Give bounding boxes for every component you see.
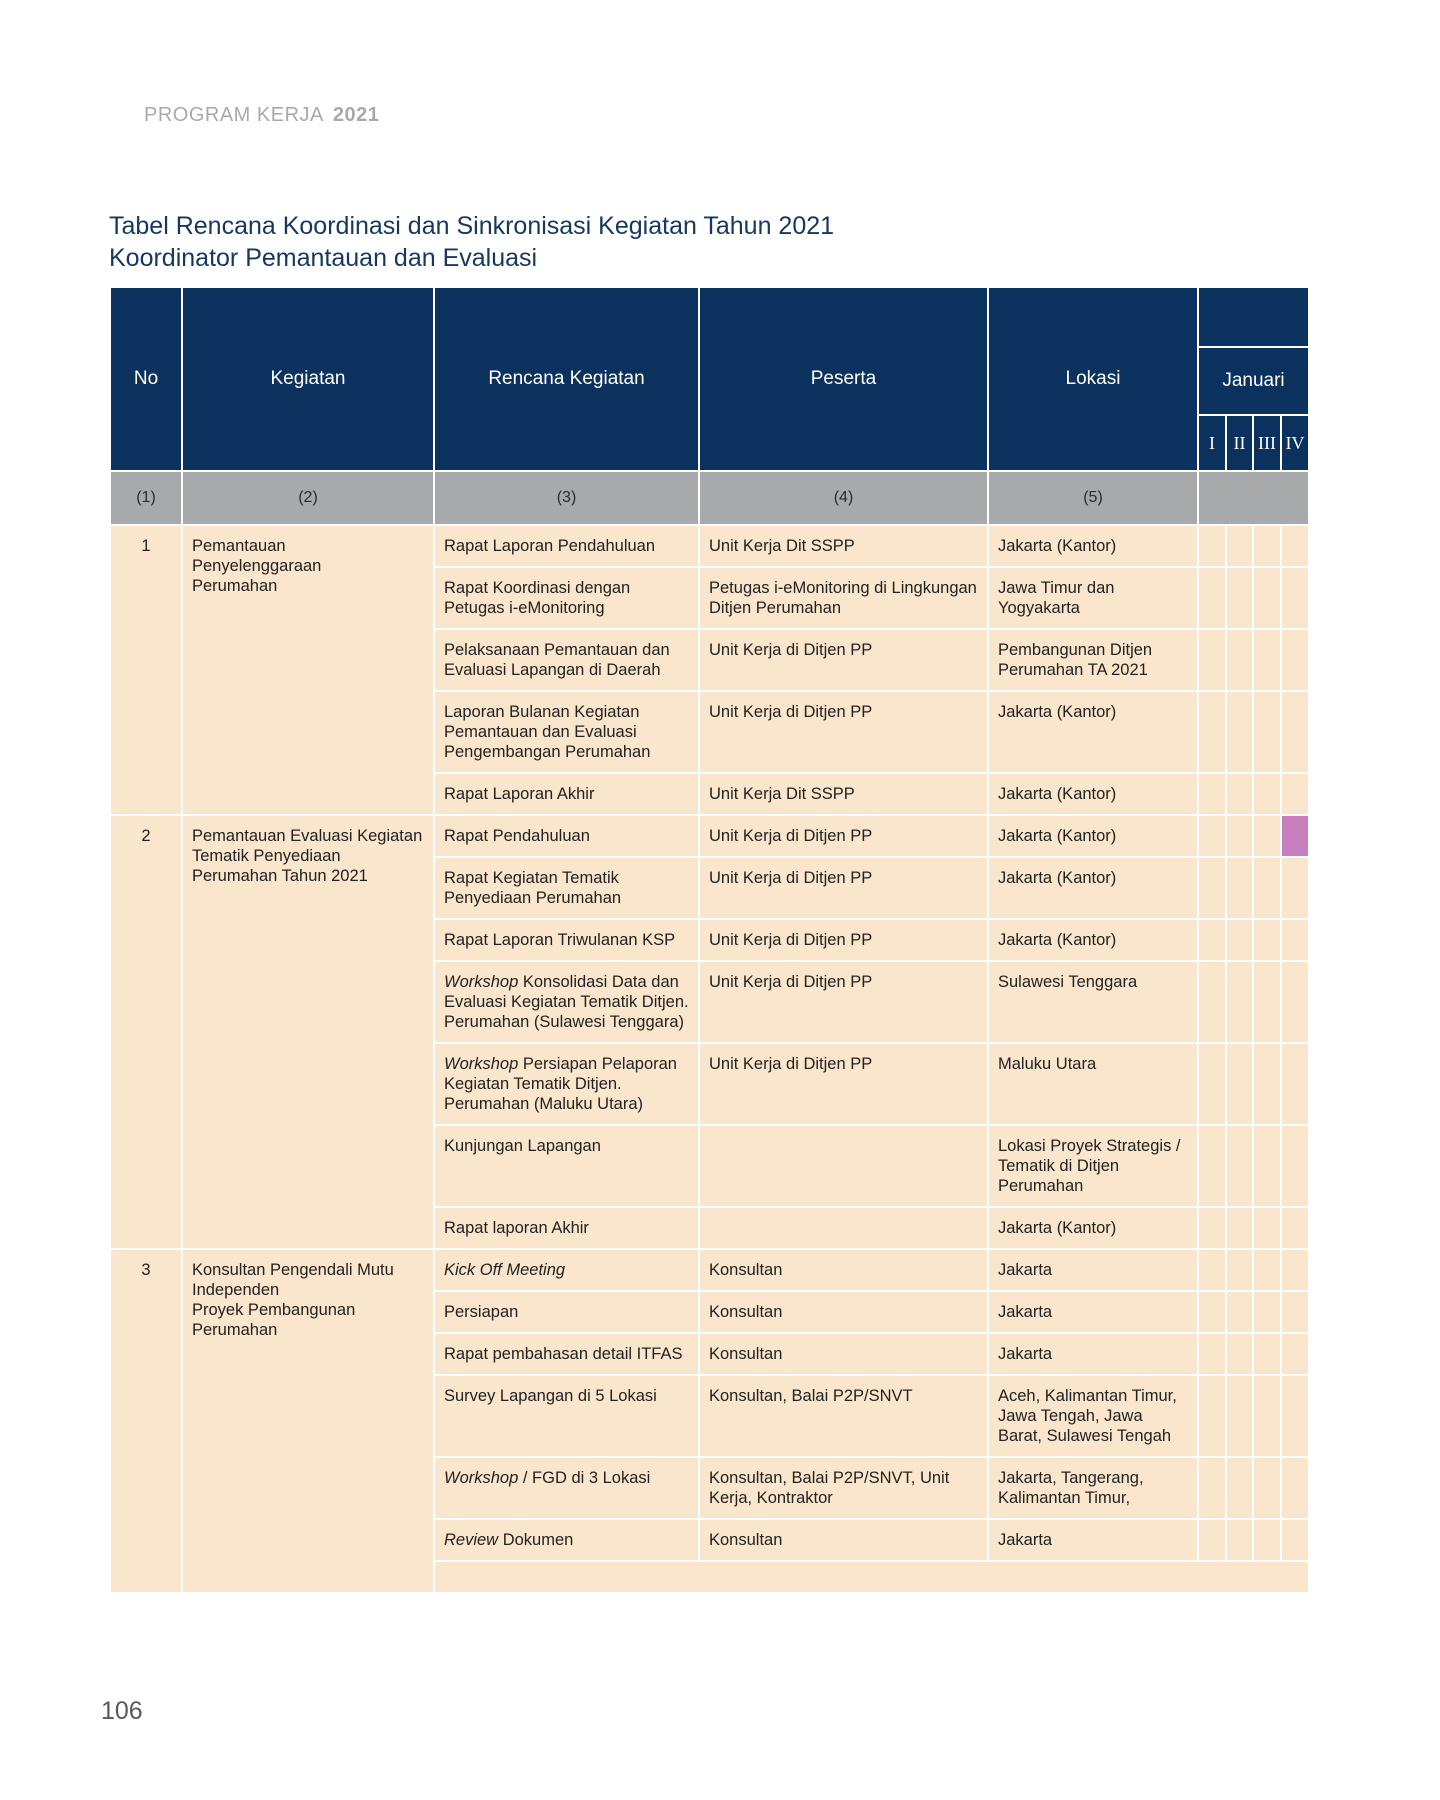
cell-lokasi: Jakarta (Kantor) <box>988 919 1198 961</box>
cell-peserta: Unit Kerja di Ditjen PP <box>699 629 988 691</box>
rencana-text: Rapat Laporan Pendahuluan <box>444 537 656 555</box>
table-title-line-2: Koordinator Pemantauan dan Evaluasi <box>109 244 538 272</box>
rencana-text: Rapat laporan Akhir <box>444 1219 589 1237</box>
cell-peserta: Konsultan, Balai P2P/SNVT <box>699 1375 988 1457</box>
cell-lokasi: Jakarta <box>988 1519 1198 1561</box>
cell-peserta: Unit Kerja di Ditjen PP <box>699 961 988 1043</box>
cell-rencana-kegiatan <box>434 567 699 629</box>
week-cell <box>1281 567 1309 629</box>
rencana-text: Rapat Pendahuluan <box>444 827 590 845</box>
week-cell <box>1281 525 1309 567</box>
cell-lokasi: Aceh, Kalimantan Timur, Jawa Tengah, Jawa Barat, Sulawesi Tengah <box>988 1375 1198 1457</box>
week-cell <box>1253 919 1281 961</box>
week-cell <box>1198 1333 1226 1375</box>
rencana-italic-text: Kick Off Meeting <box>444 1261 566 1279</box>
rencana-text: Kunjungan Lapangan <box>444 1137 601 1155</box>
cell-rencana-kegiatan <box>434 1207 699 1249</box>
week-cell <box>1253 1333 1281 1375</box>
header-no: No <box>110 287 182 471</box>
cell-peserta <box>699 1125 988 1207</box>
rencana-text: Rapat pembahasan detail ITFAS <box>444 1345 683 1363</box>
week-cell <box>1281 1333 1309 1375</box>
week-cell <box>1281 1519 1309 1561</box>
rencana-text: Pelaksanaan Pemantauan dan Evaluasi Lapangan di Daerah <box>444 641 670 679</box>
table-row <box>110 815 1309 857</box>
rencana-text: Rapat Kegiatan Tematik Penyediaan Perumahan <box>444 869 622 907</box>
week-cell <box>1281 691 1309 773</box>
cell-lokasi: Sulawesi Tenggara <box>988 961 1198 1043</box>
week-cell <box>1253 815 1281 857</box>
week-cell <box>1281 773 1309 815</box>
cell-lokasi: Lokasi Proyek Strategis / Tematik di Ditjen Perumahan <box>988 1125 1198 1207</box>
cell-rencana-kegiatan <box>434 525 699 567</box>
week-cell <box>1253 567 1281 629</box>
cell-lokasi: Jawa Timur dan Yogyakarta <box>988 567 1198 629</box>
header-kegiatan: Kegiatan <box>182 287 434 471</box>
cell-lokasi: Jakarta <box>988 1333 1198 1375</box>
cell-no: 2 <box>110 815 182 1249</box>
week-cell <box>1253 773 1281 815</box>
cell-rencana-kegiatan <box>434 1375 699 1457</box>
week-cell <box>1226 1457 1253 1519</box>
week-cell-highlighted <box>1281 815 1309 857</box>
week-cell <box>1198 857 1226 919</box>
cell-peserta: Konsultan <box>699 1333 988 1375</box>
week-cell <box>1198 1519 1226 1561</box>
table-title-line-1: Tabel Rencana Koordinasi dan Sinkronisasi Kegiatan Tahun 2021 <box>109 212 835 240</box>
week-cell <box>1198 567 1226 629</box>
cell-rencana-kegiatan <box>434 1043 699 1125</box>
week-cell <box>1226 1333 1253 1375</box>
week-cell <box>1198 961 1226 1043</box>
rencana-italic-text: Workshop <box>444 1055 519 1073</box>
page-number: 106 <box>101 1697 143 1725</box>
week-cell <box>1253 1519 1281 1561</box>
cell-lokasi: Jakarta (Kantor) <box>988 525 1198 567</box>
cell-kegiatan: Konsultan Pengendali Mutu Independen Proyek Pembangunan Perumahan <box>182 1249 434 1593</box>
header-lokasi: Lokasi <box>988 287 1198 471</box>
week-cell <box>1226 961 1253 1043</box>
rencana-text: Konsolidasi Data dan Evaluasi Kegiatan Tematik Ditjen. Perumahan (Sulawesi Tenggara) <box>444 973 689 1031</box>
cell-lokasi: Pembangunan Ditjen Perumahan TA 2021 <box>988 629 1198 691</box>
table-body <box>110 525 1309 1593</box>
column-number: (4) <box>699 471 988 525</box>
cell-rencana-kegiatan <box>434 815 699 857</box>
week-cell <box>1281 1125 1309 1207</box>
schedule-table <box>109 286 1310 1594</box>
week-cell <box>1198 1457 1226 1519</box>
cell-peserta: Unit Kerja di Ditjen PP <box>699 815 988 857</box>
column-number: (1) <box>110 471 182 525</box>
rencana-italic-text: Workshop <box>444 1469 519 1487</box>
week-cell <box>1281 1291 1309 1333</box>
schedule-table-container <box>109 286 1308 1594</box>
cell-peserta: Unit Kerja di Ditjen PP <box>699 857 988 919</box>
week-cell <box>1226 567 1253 629</box>
header-week: III <box>1253 415 1281 471</box>
week-cell <box>1198 629 1226 691</box>
cell-rencana-kegiatan <box>434 1333 699 1375</box>
header-week: I <box>1198 415 1226 471</box>
running-head-label: PROGRAM KERJA <box>144 104 323 126</box>
cell-kegiatan: Pemantauan Evaluasi Kegiatan Tematik Penyediaan Perumahan Tahun 2021 <box>182 815 434 1249</box>
week-cell <box>1253 857 1281 919</box>
week-cell <box>1198 1207 1226 1249</box>
header-peserta: Peserta <box>699 287 988 471</box>
cell-rencana-kegiatan <box>434 1457 699 1519</box>
cell-peserta: Unit Kerja di Ditjen PP <box>699 919 988 961</box>
week-cell <box>1226 1207 1253 1249</box>
cell-peserta: Petugas i-eMonitoring di Lingkungan Ditjen Perumahan <box>699 567 988 629</box>
cell-peserta: Konsultan <box>699 1249 988 1291</box>
cell-no: 3 <box>110 1249 182 1593</box>
cell-lokasi: Jakarta (Kantor) <box>988 857 1198 919</box>
rencana-text: Rapat Laporan Akhir <box>444 785 595 803</box>
table-row <box>110 1249 1309 1291</box>
week-cell <box>1226 1375 1253 1457</box>
rencana-text: Persiapan Pelaporan Kegiatan Tematik Ditjen. Perumahan (Maluku Utara) <box>444 1055 677 1113</box>
week-cell <box>1226 1043 1253 1125</box>
week-cell <box>1253 961 1281 1043</box>
week-cell <box>1253 1043 1281 1125</box>
cell-rencana-kegiatan <box>434 629 699 691</box>
column-number: (5) <box>988 471 1198 525</box>
week-cell <box>1198 525 1226 567</box>
cell-rencana-kegiatan <box>434 1291 699 1333</box>
week-cell <box>1198 1043 1226 1125</box>
week-cell <box>1226 691 1253 773</box>
header-week: II <box>1226 415 1253 471</box>
cell-kegiatan: Pemantauan Penyelenggaraan Perumahan <box>182 525 434 815</box>
week-cell <box>1226 857 1253 919</box>
week-cell <box>1253 1249 1281 1291</box>
week-cell <box>1253 1207 1281 1249</box>
cell-lokasi: Jakarta (Kantor) <box>988 691 1198 773</box>
cell-lokasi: Jakarta <box>988 1249 1198 1291</box>
week-cell <box>1198 815 1226 857</box>
cell-rencana-kegiatan <box>434 691 699 773</box>
header-rencana-kegiatan: Rencana Kegiatan <box>434 287 699 471</box>
cell-peserta: Konsultan, Balai P2P/SNVT, Unit Kerja, Kontraktor <box>699 1457 988 1519</box>
week-cell <box>1281 629 1309 691</box>
rencana-text: / FGD di 3 Lokasi <box>518 1469 651 1487</box>
week-cell <box>1198 691 1226 773</box>
week-cell <box>1281 1207 1309 1249</box>
week-cell <box>1226 1249 1253 1291</box>
cell-peserta: Konsultan <box>699 1291 988 1333</box>
week-cell <box>1281 961 1309 1043</box>
rencana-italic-text: Workshop <box>444 973 519 991</box>
cell-rencana-kegiatan <box>434 773 699 815</box>
table-title <box>109 210 834 274</box>
table-row <box>110 525 1309 567</box>
cell-rencana-kegiatan <box>434 961 699 1043</box>
header-week: IV <box>1281 415 1309 471</box>
empty-cell <box>434 1561 1309 1593</box>
week-cell <box>1281 1249 1309 1291</box>
week-cell <box>1281 1457 1309 1519</box>
column-number: (2) <box>182 471 434 525</box>
rencana-text: Persiapan <box>444 1303 519 1321</box>
header-month: Januari <box>1198 347 1309 415</box>
cell-lokasi: Jakarta, Tangerang, Kalimantan Timur, <box>988 1457 1198 1519</box>
rencana-italic-text: Review <box>444 1531 499 1549</box>
running-head <box>144 104 379 127</box>
cell-rencana-kegiatan <box>434 857 699 919</box>
column-number: (3) <box>434 471 699 525</box>
week-cell <box>1226 1291 1253 1333</box>
cell-no: 1 <box>110 525 182 815</box>
cell-peserta: Unit Kerja Dit SSPP <box>699 525 988 567</box>
rencana-text: Rapat Laporan Triwulanan KSP <box>444 931 676 949</box>
week-cell <box>1253 1125 1281 1207</box>
week-cell <box>1226 1519 1253 1561</box>
cell-rencana-kegiatan <box>434 919 699 961</box>
week-cell <box>1226 629 1253 691</box>
week-cell <box>1198 1375 1226 1457</box>
week-cell <box>1198 1125 1226 1207</box>
week-cell <box>1253 1457 1281 1519</box>
week-cell <box>1281 1043 1309 1125</box>
cell-rencana-kegiatan <box>434 1125 699 1207</box>
week-cell <box>1253 525 1281 567</box>
week-cell <box>1226 919 1253 961</box>
header-month-band <box>1198 287 1309 347</box>
rencana-text: Rapat Koordinasi dengan Petugas i-eMonitoring <box>444 579 631 617</box>
week-cell <box>1281 1375 1309 1457</box>
week-cell <box>1198 773 1226 815</box>
column-number-blank <box>1198 471 1309 525</box>
column-number-row <box>110 471 1309 525</box>
cell-peserta: Konsultan <box>699 1519 988 1561</box>
week-cell <box>1226 773 1253 815</box>
cell-lokasi: Jakarta <box>988 1291 1198 1333</box>
cell-lokasi: Jakarta (Kantor) <box>988 815 1198 857</box>
cell-peserta: Unit Kerja Dit SSPP <box>699 773 988 815</box>
week-cell <box>1253 1375 1281 1457</box>
week-cell <box>1226 815 1253 857</box>
cell-rencana-kegiatan <box>434 1519 699 1561</box>
cell-peserta <box>699 1207 988 1249</box>
cell-peserta: Unit Kerja di Ditjen PP <box>699 691 988 773</box>
week-cell <box>1198 1249 1226 1291</box>
cell-peserta: Unit Kerja di Ditjen PP <box>699 1043 988 1125</box>
week-cell <box>1226 1125 1253 1207</box>
cell-lokasi: Jakarta (Kantor) <box>988 1207 1198 1249</box>
cell-rencana-kegiatan <box>434 1249 699 1291</box>
week-cell <box>1281 919 1309 961</box>
rencana-text: Dokumen <box>498 1531 574 1549</box>
running-head-year: 2021 <box>332 104 380 126</box>
rencana-text: Laporan Bulanan Kegiatan Pemantauan dan Evaluasi Pengembangan Perumahan <box>444 703 651 761</box>
week-cell <box>1198 919 1226 961</box>
cell-lokasi: Jakarta (Kantor) <box>988 773 1198 815</box>
week-cell <box>1253 691 1281 773</box>
rencana-text: Survey Lapangan di 5 Lokasi <box>444 1387 657 1405</box>
week-cell <box>1253 1291 1281 1333</box>
week-cell <box>1253 629 1281 691</box>
week-cell <box>1281 857 1309 919</box>
week-cell <box>1226 525 1253 567</box>
cell-lokasi: Maluku Utara <box>988 1043 1198 1125</box>
week-cell <box>1198 1291 1226 1333</box>
